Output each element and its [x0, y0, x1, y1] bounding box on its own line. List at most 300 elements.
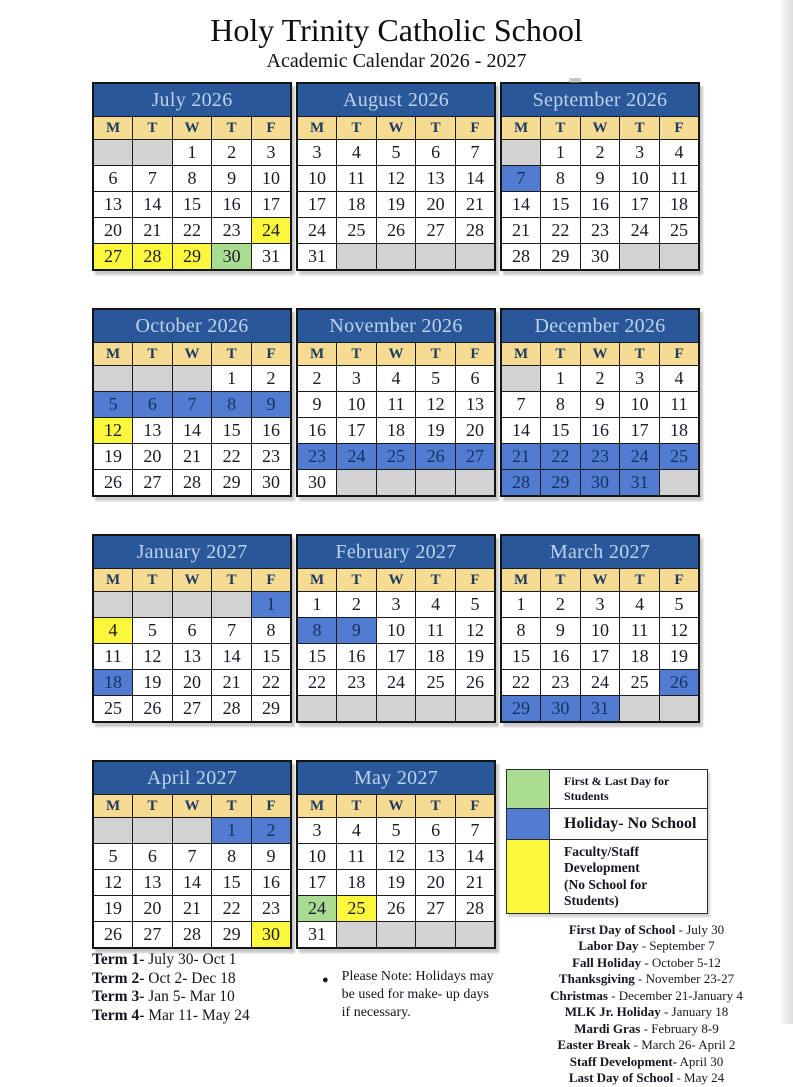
month-april-2027 [92, 760, 292, 949]
day-cell: 28 [172, 922, 212, 949]
weekday-header: M [297, 343, 337, 366]
day-cell: 23 [337, 670, 377, 696]
weekday-header: M [501, 569, 541, 592]
month-title: March 2027 [501, 535, 699, 569]
day-cell: 5 [133, 618, 173, 644]
month-title: October 2026 [93, 309, 291, 343]
day-cell: 22 [541, 444, 581, 470]
legend-label: Faculty/Staff Development (No School for Students) [550, 840, 707, 913]
day-cell: 16 [297, 418, 337, 444]
weekday-header: F [251, 795, 291, 818]
day-cell: 25 [620, 670, 660, 696]
day-cell: 5 [416, 366, 456, 392]
day-cell: 1 [297, 592, 337, 618]
day-cell: 31 [251, 244, 291, 271]
weekday-header: T [620, 569, 660, 592]
day-cell: 1 [541, 140, 581, 166]
day-cell: 22 [212, 444, 252, 470]
day-cell: 14 [172, 870, 212, 896]
day-cell: 7 [455, 140, 495, 166]
day-cell: 9 [251, 392, 291, 418]
term-item: Term 4- Mar 11- May 24 [92, 1006, 250, 1024]
month-august-2026 [296, 82, 496, 271]
month-january-2027 [92, 534, 292, 723]
day-cell: 10 [251, 166, 291, 192]
day-cell: 14 [501, 192, 541, 218]
weekday-header: F [251, 569, 291, 592]
day-cell: 31 [297, 922, 337, 949]
weekday-header: T [133, 343, 173, 366]
event-item: Thanksgiving - November 23-27 [558, 971, 735, 987]
day-cell: 22 [251, 670, 291, 696]
weekday-header: T [416, 795, 456, 818]
day-cell: 27 [93, 244, 133, 271]
weekday-header: T [416, 117, 456, 140]
day-cell: 19 [455, 644, 495, 670]
day-cell: 15 [172, 192, 212, 218]
day-cell: 18 [659, 192, 699, 218]
weekday-header: T [212, 795, 252, 818]
day-cell: 29 [212, 922, 252, 949]
weekday-header: W [172, 569, 212, 592]
weekday-header: T [416, 343, 456, 366]
day-cell: 20 [455, 418, 495, 444]
day-cell [93, 592, 133, 618]
day-cell: 10 [376, 618, 416, 644]
month-title: May 2027 [297, 761, 495, 795]
term-item: Term 3- Jan 5- Mar 10 [92, 988, 235, 1006]
legend-row-staff [507, 840, 707, 913]
day-cell: 1 [212, 818, 252, 844]
day-cell: 19 [376, 870, 416, 896]
day-cell: 17 [580, 644, 620, 670]
weekday-header: T [133, 117, 173, 140]
day-cell: 30 [297, 470, 337, 497]
day-cell: 15 [212, 418, 252, 444]
day-cell: 26 [659, 670, 699, 696]
day-cell: 5 [93, 844, 133, 870]
day-cell: 7 [501, 166, 541, 192]
day-cell: 27 [172, 696, 212, 723]
day-cell: 18 [620, 644, 660, 670]
weekday-header: T [416, 569, 456, 592]
day-cell [93, 140, 133, 166]
day-cell: 12 [93, 418, 133, 444]
day-cell: 7 [172, 844, 212, 870]
day-cell: 6 [133, 392, 173, 418]
holiday-note [322, 968, 496, 1022]
day-cell [416, 244, 456, 271]
weekday-header: W [376, 569, 416, 592]
day-cell: 6 [172, 618, 212, 644]
day-cell: 1 [501, 592, 541, 618]
weekday-header: M [93, 343, 133, 366]
day-cell: 12 [416, 392, 456, 418]
legend-label: Holiday- No School [550, 809, 707, 839]
terms-list [92, 951, 292, 1025]
day-cell: 16 [580, 418, 620, 444]
day-cell: 21 [455, 192, 495, 218]
day-cell: 4 [416, 592, 456, 618]
day-cell: 29 [541, 470, 581, 497]
day-cell [337, 244, 377, 271]
day-cell: 20 [416, 192, 456, 218]
day-cell: 27 [455, 444, 495, 470]
day-cell: 14 [501, 418, 541, 444]
day-cell: 25 [337, 896, 377, 922]
weekday-header: T [133, 795, 173, 818]
event-item: Labor Day - September 7 [578, 938, 715, 954]
weekday-header: M [93, 569, 133, 592]
may-column [296, 760, 496, 1022]
day-cell: 6 [416, 140, 456, 166]
day-cell: 2 [337, 592, 377, 618]
day-cell: 25 [659, 218, 699, 244]
day-cell: 7 [172, 392, 212, 418]
day-cell: 10 [620, 166, 660, 192]
event-item: Mardi Gras - February 8-9 [574, 1020, 719, 1036]
day-cell: 12 [93, 870, 133, 896]
page-header [0, 0, 793, 73]
day-cell: 23 [541, 670, 581, 696]
day-cell: 15 [297, 644, 337, 670]
day-cell: 21 [133, 218, 173, 244]
day-cell: 10 [620, 392, 660, 418]
day-cell: 12 [376, 166, 416, 192]
day-cell: 1 [172, 140, 212, 166]
day-cell: 8 [541, 166, 581, 192]
day-cell [297, 696, 337, 723]
day-cell: 3 [251, 140, 291, 166]
day-cell: 26 [133, 696, 173, 723]
day-cell: 22 [501, 670, 541, 696]
day-cell: 28 [501, 244, 541, 271]
day-cell: 1 [541, 366, 581, 392]
day-cell: 19 [416, 418, 456, 444]
event-item: Staff Development- April 30 [569, 1053, 724, 1069]
day-cell: 17 [251, 192, 291, 218]
day-cell: 27 [416, 218, 456, 244]
weekday-header: T [337, 343, 377, 366]
day-cell: 3 [620, 366, 660, 392]
day-cell: 13 [133, 870, 173, 896]
day-cell [376, 470, 416, 497]
day-cell: 6 [133, 844, 173, 870]
day-cell: 30 [251, 922, 291, 949]
day-cell [93, 366, 133, 392]
day-cell: 22 [297, 670, 337, 696]
weekday-header: F [455, 117, 495, 140]
day-cell: 16 [337, 644, 377, 670]
day-cell: 13 [172, 644, 212, 670]
day-cell [659, 244, 699, 271]
day-cell: 26 [376, 218, 416, 244]
weekday-header: T [337, 117, 377, 140]
day-cell [133, 592, 173, 618]
day-cell [659, 470, 699, 497]
day-cell: 29 [501, 696, 541, 723]
weekday-header: W [376, 117, 416, 140]
month-november-2026 [296, 308, 496, 497]
day-cell: 14 [212, 644, 252, 670]
day-cell: 8 [212, 392, 252, 418]
month-title: July 2026 [93, 83, 291, 117]
day-cell: 28 [212, 696, 252, 723]
day-cell [337, 922, 377, 949]
day-cell: 28 [172, 470, 212, 497]
weekday-header: T [212, 343, 252, 366]
day-cell: 7 [455, 818, 495, 844]
day-cell: 23 [580, 218, 620, 244]
day-cell: 2 [580, 366, 620, 392]
day-cell: 17 [376, 644, 416, 670]
month-october-2026 [92, 308, 292, 497]
day-cell [620, 244, 660, 271]
day-cell [376, 922, 416, 949]
student-color-swatch [507, 770, 550, 808]
day-cell: 2 [251, 366, 291, 392]
weekday-header: T [337, 795, 377, 818]
day-cell: 2 [297, 366, 337, 392]
day-cell: 10 [337, 392, 377, 418]
day-cell: 20 [172, 670, 212, 696]
day-cell: 4 [659, 366, 699, 392]
day-cell: 29 [172, 244, 212, 271]
month-title: January 2027 [93, 535, 291, 569]
day-cell: 2 [251, 818, 291, 844]
day-cell: 26 [416, 444, 456, 470]
day-cell: 7 [133, 166, 173, 192]
day-cell [93, 818, 133, 844]
day-cell: 24 [620, 444, 660, 470]
day-cell: 23 [251, 444, 291, 470]
day-cell: 24 [580, 670, 620, 696]
events-list [500, 922, 793, 1087]
weekday-header: T [212, 569, 252, 592]
day-cell: 26 [93, 470, 133, 497]
day-cell [455, 244, 495, 271]
day-cell: 19 [133, 670, 173, 696]
staff-color-swatch [507, 840, 550, 913]
day-cell: 11 [376, 392, 416, 418]
day-cell [455, 696, 495, 723]
weekday-header: F [659, 343, 699, 366]
day-cell: 26 [376, 896, 416, 922]
day-cell: 15 [541, 192, 581, 218]
day-cell: 24 [337, 444, 377, 470]
day-cell [620, 696, 660, 723]
day-cell: 4 [659, 140, 699, 166]
day-cell: 27 [133, 470, 173, 497]
day-cell: 14 [455, 166, 495, 192]
weekday-header: W [376, 795, 416, 818]
day-cell: 17 [297, 192, 337, 218]
day-cell: 9 [251, 844, 291, 870]
day-cell: 10 [297, 166, 337, 192]
day-cell: 26 [455, 670, 495, 696]
day-cell: 1 [251, 592, 291, 618]
day-cell: 18 [337, 192, 377, 218]
weekday-header: W [580, 343, 620, 366]
weekday-header: T [212, 117, 252, 140]
page-title: Holy Trinity Catholic School [210, 12, 583, 48]
weekday-header: F [659, 117, 699, 140]
day-cell: 28 [455, 896, 495, 922]
day-cell: 20 [93, 218, 133, 244]
weekday-header: M [297, 795, 337, 818]
day-cell: 16 [212, 192, 252, 218]
weekday-header: T [337, 569, 377, 592]
day-cell [416, 922, 456, 949]
day-cell: 11 [337, 166, 377, 192]
day-cell: 28 [455, 218, 495, 244]
event-item: Easter Break - March 26- April 2 [557, 1037, 736, 1053]
weekday-header: F [251, 117, 291, 140]
event-item: Last Day of School - May 24 [568, 1070, 725, 1086]
day-cell: 24 [620, 218, 660, 244]
weekday-header: F [455, 569, 495, 592]
day-cell: 15 [251, 644, 291, 670]
day-cell: 27 [133, 922, 173, 949]
day-cell: 21 [455, 870, 495, 896]
weekday-header: W [580, 117, 620, 140]
day-cell: 3 [337, 366, 377, 392]
day-cell: 12 [376, 844, 416, 870]
month-september-2026 [500, 82, 700, 271]
weekday-header: T [541, 117, 581, 140]
day-cell: 5 [659, 592, 699, 618]
day-cell: 3 [297, 140, 337, 166]
day-cell: 28 [501, 470, 541, 497]
day-cell [133, 140, 173, 166]
day-cell [501, 366, 541, 392]
day-cell: 15 [501, 644, 541, 670]
event-item: MLK Jr. Holiday - January 18 [564, 1004, 729, 1020]
bullet-icon: ● [322, 974, 329, 987]
holiday-color-swatch [507, 809, 550, 839]
weekday-header: M [297, 569, 337, 592]
day-cell: 3 [620, 140, 660, 166]
day-cell: 31 [580, 696, 620, 723]
day-cell: 4 [93, 618, 133, 644]
day-cell: 4 [337, 818, 377, 844]
calendar-grid [92, 82, 793, 723]
day-cell: 17 [337, 418, 377, 444]
day-cell: 29 [541, 244, 581, 271]
weekday-header: M [93, 117, 133, 140]
day-cell: 11 [93, 644, 133, 670]
day-cell [376, 244, 416, 271]
scan-artifact [569, 78, 581, 83]
day-cell: 21 [501, 218, 541, 244]
day-cell: 8 [541, 392, 581, 418]
day-cell: 12 [659, 618, 699, 644]
legend-column [500, 760, 793, 1087]
term-item: Term 1- July 30- Oct 1 [92, 951, 237, 969]
day-cell: 14 [455, 844, 495, 870]
day-cell: 19 [93, 444, 133, 470]
day-cell: 18 [416, 644, 456, 670]
day-cell: 17 [620, 418, 660, 444]
day-cell: 12 [133, 644, 173, 670]
day-cell: 5 [376, 140, 416, 166]
day-cell: 16 [251, 870, 291, 896]
day-cell: 16 [541, 644, 581, 670]
day-cell: 23 [251, 896, 291, 922]
day-cell: 6 [416, 818, 456, 844]
weekday-header: T [133, 569, 173, 592]
day-cell: 29 [212, 470, 252, 497]
day-cell: 8 [212, 844, 252, 870]
weekday-header: W [172, 343, 212, 366]
legend-box [506, 769, 708, 914]
weekday-header: W [172, 795, 212, 818]
day-cell: 13 [416, 166, 456, 192]
day-cell: 18 [376, 418, 416, 444]
page-subtitle: Academic Calendar 2026 - 2027 [266, 50, 527, 73]
day-cell: 18 [659, 418, 699, 444]
weekday-header: M [93, 795, 133, 818]
day-cell: 3 [376, 592, 416, 618]
day-cell: 9 [297, 392, 337, 418]
day-cell: 31 [297, 244, 337, 271]
day-cell [337, 470, 377, 497]
day-cell: 30 [541, 696, 581, 723]
month-title: September 2026 [501, 83, 699, 117]
day-cell: 5 [376, 818, 416, 844]
day-cell: 28 [133, 244, 173, 271]
day-cell: 24 [297, 218, 337, 244]
weekday-header: W [376, 343, 416, 366]
day-cell: 19 [376, 192, 416, 218]
term-item: Term 2- Oct 2- Dec 18 [92, 969, 236, 987]
day-cell: 17 [620, 192, 660, 218]
day-cell: 7 [212, 618, 252, 644]
legend-row-holiday [507, 809, 707, 840]
day-cell: 22 [172, 218, 212, 244]
day-cell: 18 [337, 870, 377, 896]
day-cell: 11 [416, 618, 456, 644]
month-march-2027 [500, 534, 700, 723]
day-cell: 16 [251, 418, 291, 444]
day-cell: 11 [659, 166, 699, 192]
day-cell: 24 [297, 896, 337, 922]
day-cell: 30 [251, 470, 291, 497]
day-cell: 14 [133, 192, 173, 218]
month-july-2026 [92, 82, 292, 271]
day-cell: 8 [501, 618, 541, 644]
day-cell: 21 [172, 444, 212, 470]
day-cell: 27 [416, 896, 456, 922]
weekday-header: T [620, 343, 660, 366]
day-cell: 29 [251, 696, 291, 723]
day-cell: 19 [659, 644, 699, 670]
weekday-header: T [541, 343, 581, 366]
day-cell [416, 470, 456, 497]
day-cell: 9 [212, 166, 252, 192]
day-cell [501, 140, 541, 166]
weekday-header: M [501, 117, 541, 140]
day-cell: 15 [212, 870, 252, 896]
day-cell: 26 [93, 922, 133, 949]
weekday-header: F [659, 569, 699, 592]
day-cell: 18 [93, 670, 133, 696]
day-cell: 8 [172, 166, 212, 192]
day-cell: 13 [133, 418, 173, 444]
day-cell: 4 [620, 592, 660, 618]
day-cell: 14 [172, 418, 212, 444]
day-cell: 9 [580, 166, 620, 192]
